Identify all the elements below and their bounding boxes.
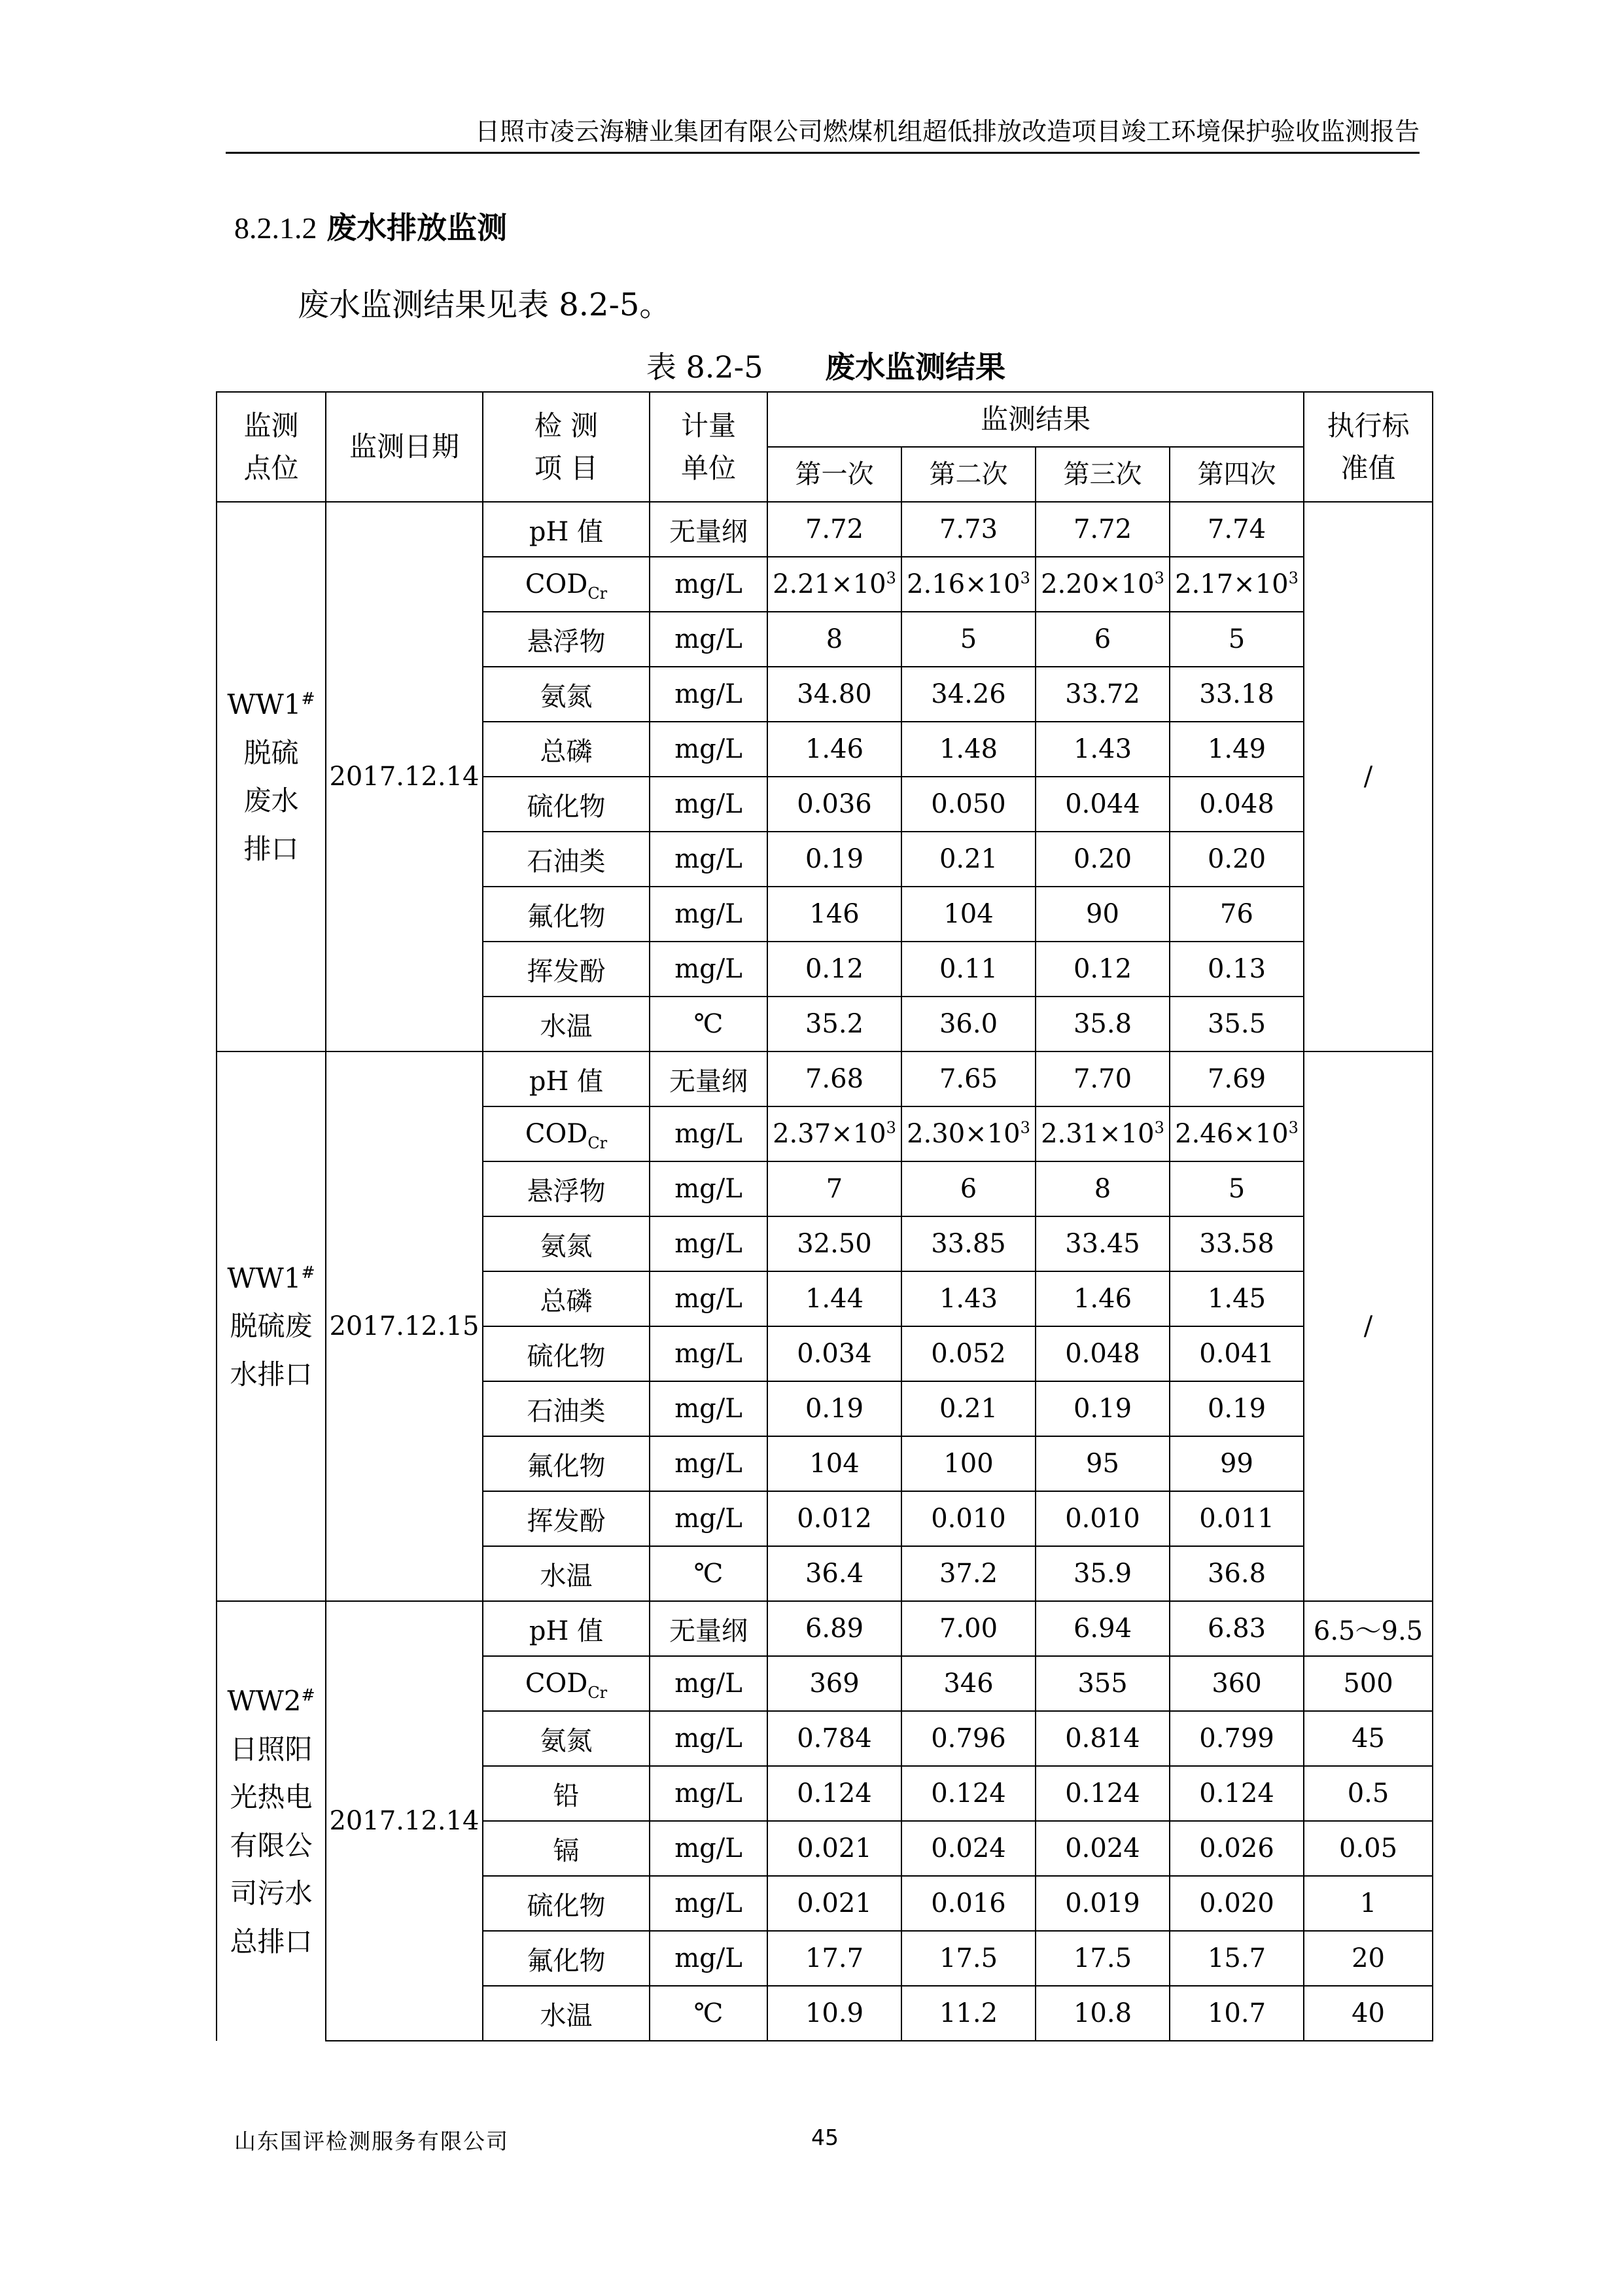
cell-value: 0.021 — [767, 1876, 901, 1931]
cell-value: 33.85 — [901, 1216, 1036, 1271]
cell-unit: mg/L — [650, 612, 767, 667]
cell-value: 7.73 — [901, 502, 1036, 557]
cell-value: 0.044 — [1036, 777, 1170, 832]
cell-value: 0.024 — [1036, 1821, 1170, 1876]
cell-value: 10.7 — [1170, 1986, 1304, 2041]
cell-value: 1.43 — [1036, 722, 1170, 777]
cell-value: 1.45 — [1170, 1271, 1304, 1326]
cell-value: 7.72 — [767, 502, 901, 557]
cell-value: 7.65 — [901, 1051, 1036, 1106]
cell-value: 0.784 — [767, 1711, 901, 1766]
cell-value: 0.12 — [1036, 942, 1170, 997]
cell-value: 35.8 — [1036, 997, 1170, 1051]
header-date: 监测日期 — [326, 392, 483, 502]
cell-value: 100 — [901, 1436, 1036, 1491]
header-site: 监测 点位 — [217, 392, 326, 502]
cell-standard: 20 — [1304, 1931, 1433, 1986]
cell-date: 2017.12.15 — [326, 1051, 483, 1601]
cell-value: 0.11 — [901, 942, 1036, 997]
cell-value: 6 — [1036, 612, 1170, 667]
cell-value: 36.0 — [901, 997, 1036, 1051]
cell-standard: 1 — [1304, 1876, 1433, 1931]
cell-date: 2017.12.14 — [326, 502, 483, 1051]
running-header: 日照市凌云海糖业集团有限公司燃煤机组超低排放改造项目竣工环境保护验收监测报告 — [474, 117, 1420, 146]
cell-standard: 500 — [1304, 1656, 1433, 1711]
cell-item: 水温 — [483, 1546, 650, 1601]
cell-unit: mg/L — [650, 557, 767, 612]
cell-value: 33.45 — [1036, 1216, 1170, 1271]
header-standard: 执行标 准值 — [1304, 392, 1433, 502]
header-results: 监测结果 — [767, 392, 1304, 447]
intro-paragraph: 废水监测结果见表 8.2-5。 — [298, 287, 671, 323]
cell-item: 氟化物 — [483, 887, 650, 942]
cell-value: 33.72 — [1036, 667, 1170, 722]
cell-value: 0.19 — [1170, 1381, 1304, 1436]
cell-value: 369 — [767, 1656, 901, 1711]
cell-value: 1.46 — [767, 722, 901, 777]
cell-value: 15.7 — [1170, 1931, 1304, 1986]
cell-item: 悬浮物 — [483, 612, 650, 667]
section-number: 8.2.1.2 — [234, 211, 317, 245]
cell-value: 36.8 — [1170, 1546, 1304, 1601]
cell-unit: mg/L — [650, 1216, 767, 1271]
cell-standard: 6.5～9.5 — [1304, 1601, 1433, 1656]
cell-value: $2.20\times 10^3$ — [1036, 557, 1170, 612]
cell-value: 0.010 — [901, 1491, 1036, 1546]
cell-value: 0.050 — [901, 777, 1036, 832]
cell-value: 1.43 — [901, 1271, 1036, 1326]
cell-value: $2.30\times 10^3$ — [901, 1106, 1036, 1161]
cell-item: $COD_{Cr}$ — [483, 1656, 650, 1711]
cell-value: 0.814 — [1036, 1711, 1170, 1766]
cell-item: 水温 — [483, 1986, 650, 2041]
cell-value: 10.8 — [1036, 1986, 1170, 2041]
page-number: 45 — [811, 2125, 839, 2150]
cell-value: 6.94 — [1036, 1601, 1170, 1656]
cell-item: 石油类 — [483, 1381, 650, 1436]
cell-value: 32.50 — [767, 1216, 901, 1271]
cell-unit: mg/L — [650, 1876, 767, 1931]
cell-value: 0.010 — [1036, 1491, 1170, 1546]
cell-unit: ℃ — [650, 997, 767, 1051]
cell-unit: 无量纲 — [650, 502, 767, 557]
cell-value: 0.21 — [901, 832, 1036, 887]
cell-item: 挥发酚 — [483, 942, 650, 997]
cell-item: 硫化物 — [483, 1326, 650, 1381]
cell-value: 95 — [1036, 1436, 1170, 1491]
cell-unit: mg/L — [650, 1491, 767, 1546]
cell-unit: mg/L — [650, 832, 767, 887]
cell-unit: 无量纲 — [650, 1051, 767, 1106]
cell-unit: ℃ — [650, 1546, 767, 1601]
cell-unit: mg/L — [650, 1161, 767, 1216]
cell-value: 0.19 — [767, 1381, 901, 1436]
cell-standard: / — [1304, 1051, 1433, 1601]
cell-value: 7 — [767, 1161, 901, 1216]
cell-item: 氨氮 — [483, 1711, 650, 1766]
cell-value: 0.024 — [901, 1821, 1036, 1876]
cell-value: $2.31\times 10^3$ — [1036, 1106, 1170, 1161]
cell-value: 0.19 — [767, 832, 901, 887]
cell-item: 硫化物 — [483, 1876, 650, 1931]
cell-value: $2.37\times 10^3$ — [767, 1106, 901, 1161]
cell-value: 0.019 — [1036, 1876, 1170, 1931]
cell-unit: ℃ — [650, 1986, 767, 2041]
cell-value: 0.041 — [1170, 1326, 1304, 1381]
cell-value: 0.034 — [767, 1326, 901, 1381]
cell-unit: mg/L — [650, 1381, 767, 1436]
header-run-1: 第一次 — [767, 447, 901, 502]
cell-value: 90 — [1036, 887, 1170, 942]
cell-item: 铅 — [483, 1766, 650, 1821]
cell-value: 0.19 — [1036, 1381, 1170, 1436]
cell-value: 6.89 — [767, 1601, 901, 1656]
cell-item: pH 值 — [483, 502, 650, 557]
cell-unit: mg/L — [650, 1766, 767, 1821]
cell-item: 悬浮物 — [483, 1161, 650, 1216]
cell-value: 0.048 — [1036, 1326, 1170, 1381]
cell-value: 17.7 — [767, 1931, 901, 1986]
cell-value: 1.46 — [1036, 1271, 1170, 1326]
cell-standard: / — [1304, 502, 1433, 1051]
cell-item: 总磷 — [483, 722, 650, 777]
cell-unit: mg/L — [650, 1436, 767, 1491]
header-run-3: 第三次 — [1036, 447, 1170, 502]
cell-unit: mg/L — [650, 1821, 767, 1876]
cell-value: 0.124 — [1170, 1766, 1304, 1821]
cell-value: 104 — [767, 1436, 901, 1491]
cell-value: 0.20 — [1170, 832, 1304, 887]
section-title: 废水排放监测 — [326, 210, 508, 245]
cell-value: 0.124 — [901, 1766, 1036, 1821]
cell-value: 0.026 — [1170, 1821, 1304, 1876]
cell-value: 8 — [767, 612, 901, 667]
cell-value: 7.74 — [1170, 502, 1304, 557]
cell-value: 0.20 — [1036, 832, 1170, 887]
cell-site: WW1# 脱硫废 水排口 — [217, 1051, 326, 1601]
wastewater-results-table — [216, 391, 1433, 2041]
cell-item: 石油类 — [483, 832, 650, 887]
cell-value: 33.58 — [1170, 1216, 1304, 1271]
cell-value: 0.036 — [767, 777, 901, 832]
cell-item: 挥发酚 — [483, 1491, 650, 1546]
cell-value: 0.799 — [1170, 1711, 1304, 1766]
cell-item: 镉 — [483, 1821, 650, 1876]
cell-value: 7.68 — [767, 1051, 901, 1106]
cell-value: 346 — [901, 1656, 1036, 1711]
table-row — [217, 1601, 1433, 1656]
table-row — [217, 1051, 1433, 1106]
header-run-2: 第二次 — [901, 447, 1036, 502]
cell-item: 氨氮 — [483, 667, 650, 722]
cell-value: 7.69 — [1170, 1051, 1304, 1106]
cell-unit: mg/L — [650, 722, 767, 777]
cell-standard: 40 — [1304, 1986, 1433, 2041]
cell-value: 0.048 — [1170, 777, 1304, 832]
cell-standard: 45 — [1304, 1711, 1433, 1766]
cell-unit: mg/L — [650, 777, 767, 832]
cell-date: 2017.12.14 — [326, 1601, 483, 2041]
cell-value: 0.052 — [901, 1326, 1036, 1381]
cell-value: 7.70 — [1036, 1051, 1170, 1106]
cell-value: 37.2 — [901, 1546, 1036, 1601]
cell-item: 水温 — [483, 997, 650, 1051]
table-caption — [216, 344, 1436, 387]
cell-value: 7.00 — [901, 1601, 1036, 1656]
cell-item: $COD_{Cr}$ — [483, 557, 650, 612]
cell-item: 总磷 — [483, 1271, 650, 1326]
cell-value: 0.011 — [1170, 1491, 1304, 1546]
cell-value: 5 — [901, 612, 1036, 667]
cell-unit: 无量纲 — [650, 1601, 767, 1656]
cell-value: 0.796 — [901, 1711, 1036, 1766]
cell-unit: mg/L — [650, 667, 767, 722]
footer-company: 山东国评检测服务有限公司 — [234, 2128, 509, 2154]
cell-value: 146 — [767, 887, 901, 942]
cell-value: $2.16\times 10^3$ — [901, 557, 1036, 612]
cell-item: 氨氮 — [483, 1216, 650, 1271]
cell-value: 0.124 — [1036, 1766, 1170, 1821]
cell-site: WW1# 脱硫 废水 排口 — [217, 502, 326, 1051]
cell-value: 34.80 — [767, 667, 901, 722]
table-caption-number: 表 8.2-5 — [646, 349, 763, 385]
header-run-4: 第四次 — [1170, 447, 1304, 502]
cell-value: $2.46\times 10^3$ — [1170, 1106, 1304, 1161]
cell-value: 360 — [1170, 1656, 1304, 1711]
cell-value: 0.020 — [1170, 1876, 1304, 1931]
cell-value: 5 — [1170, 612, 1304, 667]
cell-value: 1.48 — [901, 722, 1036, 777]
cell-value: 76 — [1170, 887, 1304, 942]
cell-value: 99 — [1170, 1436, 1304, 1491]
cell-item: 氟化物 — [483, 1931, 650, 1986]
cell-value: 6 — [901, 1161, 1036, 1216]
cell-value: 0.12 — [767, 942, 901, 997]
cell-value: 7.72 — [1036, 502, 1170, 557]
cell-item: pH 值 — [483, 1601, 650, 1656]
cell-unit: mg/L — [650, 887, 767, 942]
cell-value: 8 — [1036, 1161, 1170, 1216]
cell-value: 5 — [1170, 1161, 1304, 1216]
cell-value: 104 — [901, 887, 1036, 942]
cell-site: WW2# 日照阳 光热电 有限公 司污水 总排口 — [217, 1601, 326, 2041]
cell-value: 0.016 — [901, 1876, 1036, 1931]
cell-value: 6.83 — [1170, 1601, 1304, 1656]
section-heading — [234, 204, 507, 247]
cell-unit: mg/L — [650, 1711, 767, 1766]
cell-value: 35.9 — [1036, 1546, 1170, 1601]
cell-value: 0.012 — [767, 1491, 901, 1546]
header-rule — [226, 152, 1420, 154]
cell-value: 36.4 — [767, 1546, 901, 1601]
cell-value: 0.021 — [767, 1821, 901, 1876]
cell-item: 硫化物 — [483, 777, 650, 832]
cell-unit: mg/L — [650, 1326, 767, 1381]
cell-item: 氟化物 — [483, 1436, 650, 1491]
cell-value: 1.49 — [1170, 722, 1304, 777]
cell-unit: mg/L — [650, 1271, 767, 1326]
cell-value: 17.5 — [901, 1931, 1036, 1986]
cell-value: 0.21 — [901, 1381, 1036, 1436]
cell-unit: mg/L — [650, 1106, 767, 1161]
cell-standard: 0.5 — [1304, 1766, 1433, 1821]
cell-unit: mg/L — [650, 1656, 767, 1711]
cell-value: 35.5 — [1170, 997, 1304, 1051]
cell-value: 35.2 — [767, 997, 901, 1051]
cell-value: 0.124 — [767, 1766, 901, 1821]
cell-unit: mg/L — [650, 942, 767, 997]
cell-value: $2.21\times 10^3$ — [767, 557, 901, 612]
cell-value: 10.9 — [767, 1986, 901, 2041]
header-item: 检 测 项 目 — [483, 392, 650, 502]
table-row — [217, 502, 1433, 557]
cell-value: $2.17\times 10^3$ — [1170, 557, 1304, 612]
cell-unit: mg/L — [650, 1931, 767, 1986]
cell-item: pH 值 — [483, 1051, 650, 1106]
cell-value: 34.26 — [901, 667, 1036, 722]
cell-standard: 0.05 — [1304, 1821, 1433, 1876]
table-caption-title: 废水监测结果 — [825, 349, 1006, 385]
cell-value: 0.13 — [1170, 942, 1304, 997]
cell-value: 1.44 — [767, 1271, 901, 1326]
cell-value: 17.5 — [1036, 1931, 1170, 1986]
cell-value: 33.18 — [1170, 667, 1304, 722]
cell-item: $COD_{Cr}$ — [483, 1106, 650, 1161]
header-unit: 计量 单位 — [650, 392, 767, 502]
cell-value: 355 — [1036, 1656, 1170, 1711]
cell-value: 11.2 — [901, 1986, 1036, 2041]
